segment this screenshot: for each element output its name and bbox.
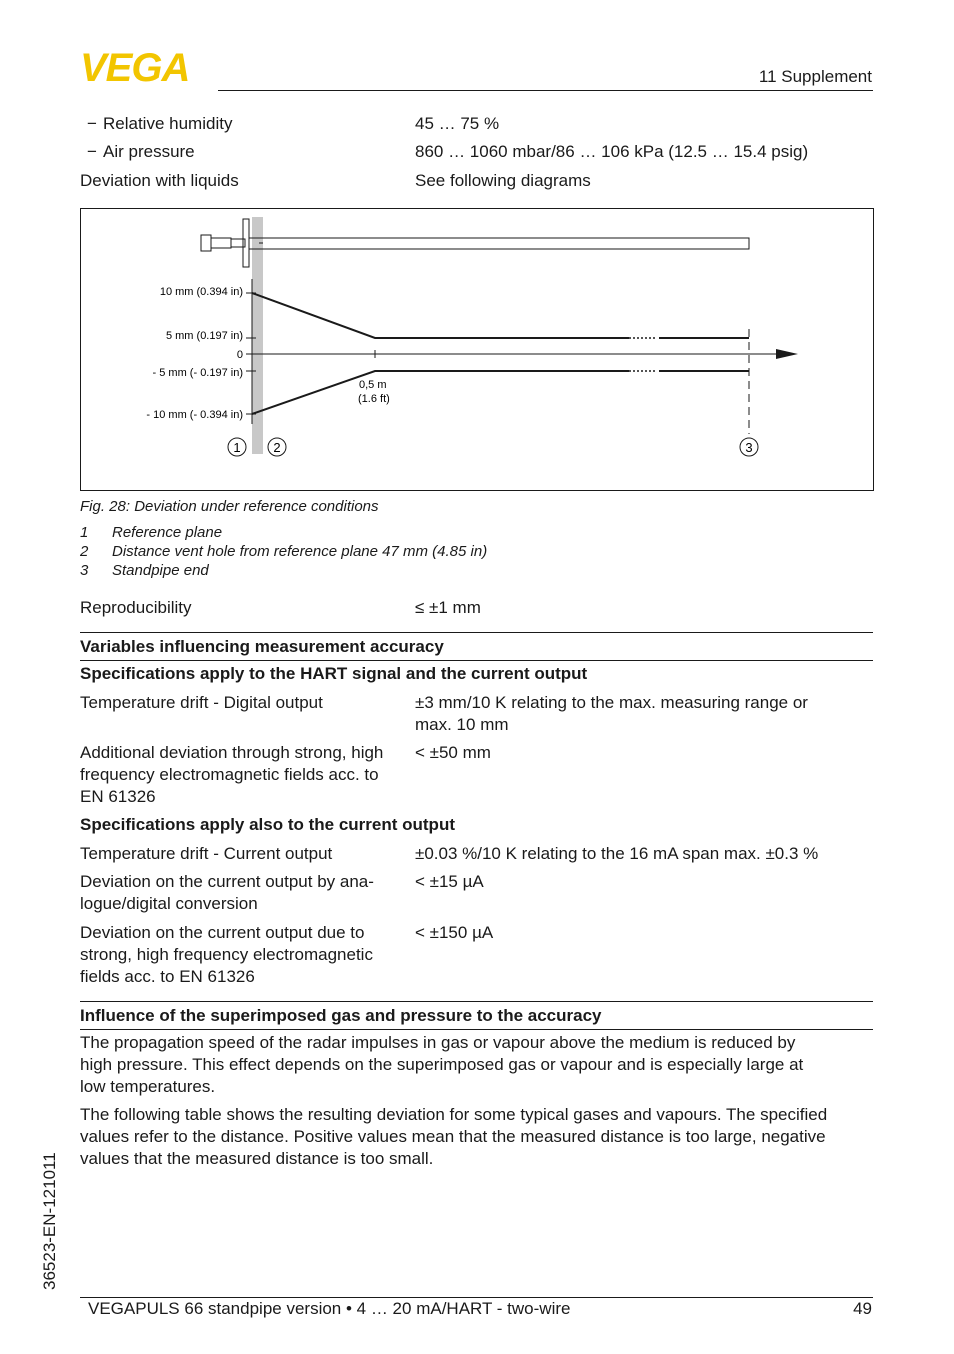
add-dev-label-1: Additional deviation through strong, high	[80, 743, 384, 762]
marker-3-text: 3	[745, 440, 753, 455]
document-id: 36523-EN-121011	[40, 1152, 59, 1290]
conv-label-2: logue/digital conversion	[80, 894, 258, 913]
deviation-diagram	[80, 208, 874, 491]
label-5mm: 5 mm (0.197 in)	[165, 330, 243, 342]
spec-label-humidity: Relative humidity	[103, 114, 233, 133]
add-dev-label-3: EN 61326	[80, 787, 156, 806]
add-dev-label-2: frequency electromagnetic fields acc. to	[80, 765, 379, 784]
spec-value-pressure: 860 … 1060 mbar/86 … 106 kPa (12.5 … 15.4 psig)	[415, 142, 809, 161]
deviation-label: Deviation with liquids	[80, 171, 239, 190]
temp-digital-value-1: ±3 mm/10 K relating to the max. measuring range or	[415, 693, 808, 712]
hart-subheading: Specifications apply to the HART signal and the current output	[80, 664, 588, 683]
marker-2-text: 2	[273, 440, 281, 455]
paragraph-1-line-1: The propagation speed of the radar impulses in gas or vapour above the medium is reduced by	[80, 1033, 796, 1052]
vega-logo	[80, 50, 212, 84]
paragraph-2-line-2: values refer to the distance. Positive values mean that the measured distance is too large, negative	[80, 1127, 826, 1146]
section-title: 11 Supplement	[758, 67, 872, 86]
figure-caption: Fig. 28: Deviation under reference conditions	[80, 498, 379, 515]
marker-1-text: 1	[233, 440, 241, 455]
emf-label-2: strong, high frequency electromagnetic	[80, 945, 373, 964]
vent-band	[252, 217, 263, 454]
variables-heading: Variables influencing measurement accuracy	[80, 637, 444, 656]
label-0: 0	[236, 349, 243, 361]
dash-bullet: −	[87, 142, 97, 161]
emf-label-1: Deviation on the current output due to	[80, 923, 365, 942]
footer-rule	[80, 1297, 873, 1298]
x-axis-arrow	[776, 349, 798, 359]
conv-value: < ±15 µA	[415, 872, 484, 891]
influence-heading: Influence of the superimposed gas and pressure to the accuracy	[80, 1006, 602, 1025]
label-distance-m: 0,5 m	[359, 379, 387, 391]
legend-num: 2	[80, 543, 89, 560]
logo-text: VEGA	[80, 50, 190, 84]
legend-text: Distance vent hole from reference plane 47 mm (4.85 in)	[112, 543, 488, 560]
antenna-head	[201, 235, 211, 251]
legend-text: Standpipe end	[112, 562, 209, 579]
antenna-body	[211, 238, 231, 248]
upper-limit-line	[252, 293, 629, 338]
temp-current-value: ±0.03 %/10 K relating to the 16 mA span max. ±0.3 %	[415, 844, 819, 863]
temp-digital-value-2: max. 10 mm	[415, 715, 509, 734]
label-m10mm: - 10 mm (- 0.394 in)	[146, 409, 243, 421]
legend-num: 3	[80, 562, 89, 579]
label-10mm: 10 mm (0.394 in)	[159, 286, 243, 298]
current-subheading: Specifications apply also to the current output	[80, 815, 455, 834]
page-number: 49	[853, 1299, 872, 1318]
section-rule	[80, 660, 873, 661]
standpipe	[249, 238, 749, 249]
header-rule	[218, 90, 873, 91]
spec-label-pressure: Air pressure	[103, 142, 195, 161]
paragraph-1-line-2: high pressure. This effect depends on the superimposed gas or vapour and is especially large at	[80, 1055, 804, 1074]
add-dev-value: < ±50 mm	[415, 743, 491, 762]
section-rule	[80, 632, 873, 633]
reproducibility-value: ≤ ±1 mm	[415, 598, 481, 617]
legend-text: Reference plane	[112, 524, 223, 541]
footer-title: VEGAPULS 66 standpipe version • 4 … 20 mA/HART - two-wire	[88, 1299, 571, 1318]
emf-label-3: fields acc. to EN 61326	[80, 967, 255, 986]
paragraph-2-line-1: The following table shows the resulting deviation for some typical gases and vapours. The specified	[80, 1105, 828, 1124]
reproducibility-label: Reproducibility	[80, 598, 192, 617]
lower-limit-line	[252, 371, 629, 414]
section-rule	[80, 1001, 873, 1002]
emf-value: < ±150 µA	[415, 923, 494, 942]
diagram-svg	[81, 209, 873, 490]
conv-label-1: Deviation on the current output by ana-	[80, 872, 374, 891]
section-rule	[80, 1029, 873, 1030]
legend-num: 1	[80, 524, 89, 541]
flange	[243, 219, 249, 267]
label-distance-ft: (1.6 ft)	[358, 393, 390, 405]
dash-bullet: −	[87, 114, 97, 133]
paragraph-1-line-3: low temperatures.	[80, 1077, 216, 1096]
spec-value-humidity: 45 … 75 %	[415, 114, 500, 133]
temp-current-label: Temperature drift - Current output	[80, 844, 333, 863]
deviation-value: See following diagrams	[415, 171, 591, 190]
temp-digital-label: Temperature drift - Digital output	[80, 693, 323, 712]
paragraph-2-line-3: values that the measured distance is too small.	[80, 1149, 434, 1168]
label-m5mm: - 5 mm (- 0.197 in)	[152, 367, 243, 379]
